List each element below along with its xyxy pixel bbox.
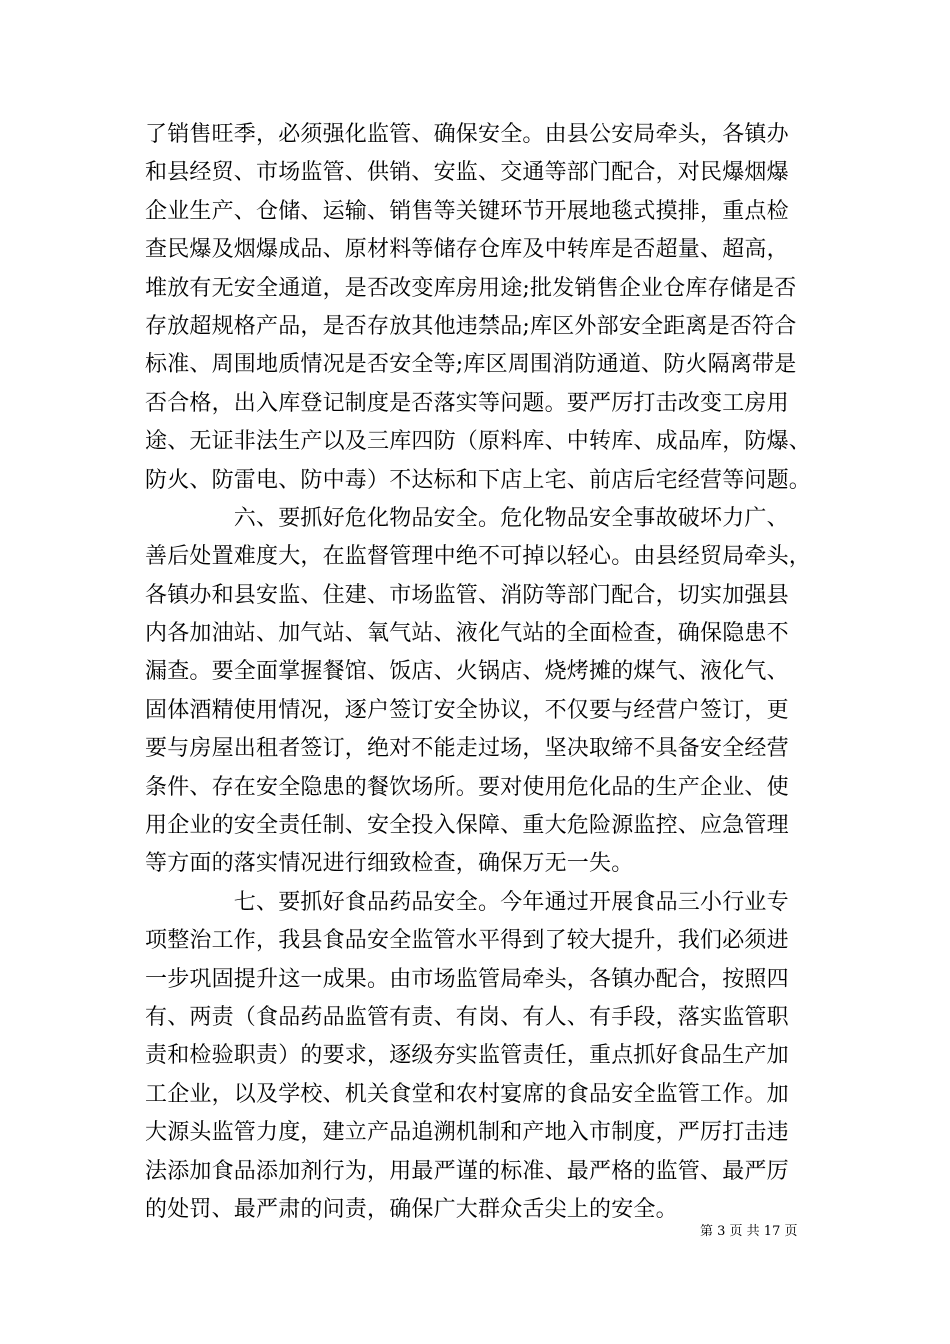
- text-line: 内各加油站、加气站、氧气站、液化气站的全面检查，确保隐患不: [145, 621, 789, 647]
- text-line: 等方面的落实情况进行细致检查，确保万无一失。: [145, 851, 634, 877]
- text-line: 各镇办和县安监、住建、市场监管、消防等部门配合，切实加强县: [145, 582, 789, 608]
- text-line: 要与房屋出租者签订，绝对不能走过场，坚决取缔不具备安全经营: [145, 736, 789, 762]
- text-line: 条件、存在安全隐患的餐饮场所。要对使用危化品的生产企业、使: [145, 774, 789, 800]
- text-line: 漏查。要全面掌握餐馆、饭店、火锅店、烧烤摊的煤气、液化气、: [145, 659, 789, 685]
- text-line: 大源头监管力度，建立产品追溯机制和产地入市制度，严厉打击违: [145, 1120, 789, 1146]
- text-line: 途、无证非法生产以及三库四防（原料库、中转库、成品库，防爆、: [145, 429, 812, 455]
- text-line: 善后处置难度大，在监督管理中绝不可掉以轻心。由县经贸局牵头，: [145, 544, 812, 570]
- text-line: 查民爆及烟爆成品、原材料等储存仓库及中转库是否超量、超高，: [145, 237, 789, 263]
- text-line: 了销售旺季，必须强化监管、确保安全。由县公安局牵头，各镇办: [145, 122, 789, 147]
- page-number-footer: 第 3 页 共 17 页: [700, 1224, 798, 1239]
- text-line: 存放超规格产品，是否存放其他违禁品;库区外部安全距离是否符合: [145, 313, 797, 339]
- section-heading-7: 七、要抓好食品药品安全。今年通过开展食品三小行业专: [145, 889, 789, 915]
- text-line: 一步巩固提升这一成果。由市场监管局牵头，各镇办配合，按照四: [145, 966, 789, 992]
- text-line: 责和检验职责）的要求，逐级夯实监管责任，重点抓好食品生产加: [145, 1043, 789, 1069]
- text-line: 工企业，以及学校、机关食堂和农村宴席的食品安全监管工作。加: [145, 1081, 789, 1107]
- text-line: 法添加食品添加剂行为，用最严谨的标准、最严格的监管、最严厉: [145, 1158, 789, 1184]
- text-line: 防火、防雷电、防中毒）不达标和下店上宅、前店后宅经营等问题。: [145, 467, 812, 493]
- text-line: 标准、周围地质情况是否安全等;库区周围消防通道、防火隔离带是: [145, 352, 797, 378]
- text-line: 和县经贸、市场监管、供销、安监、交通等部门配合，对民爆烟爆: [145, 160, 789, 186]
- text-line: 堆放有无安全通道，是否改变库房用途;批发销售企业仓库存储是否: [145, 275, 797, 301]
- text-line: 项整治工作，我县食品安全监管水平得到了较大提升，我们必须进: [145, 928, 789, 954]
- section-heading-6: 六、要抓好危化物品安全。危化物品安全事故破坏力广、: [145, 505, 789, 531]
- text-line: 有、两责（食品药品监管有责、有岗、有人、有手段，落实监管职: [145, 1004, 789, 1030]
- body-text: [145, 116, 815, 1229]
- text-line: 的处罚、最严肃的问责，确保广大群众舌尖上的安全。: [145, 1196, 678, 1222]
- text-line: 企业生产、仓储、运输、销售等关键环节开展地毯式摸排，重点检: [145, 198, 789, 224]
- text-line: 用企业的安全责任制、安全投入保障、重大危险源监控、应急管理: [145, 813, 789, 839]
- text-line: 固体酒精使用情况，逐户签订安全协议，不仅要与经营户签订，更: [145, 697, 789, 723]
- text-line: 否合格，出入库登记制度是否落实等问题。要严厉打击改变工房用: [145, 390, 789, 416]
